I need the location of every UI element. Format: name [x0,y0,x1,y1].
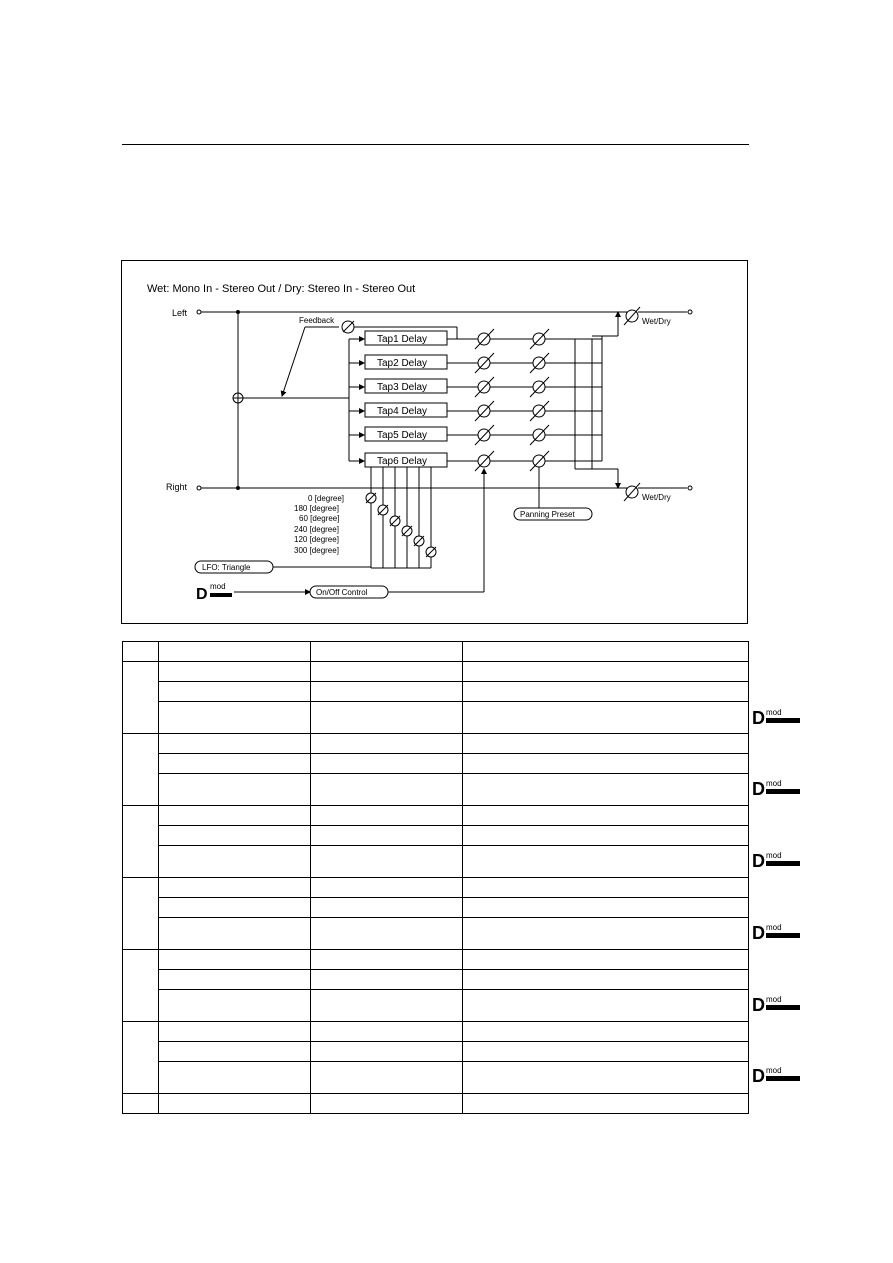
table-row [123,950,749,970]
svg-text:mod: mod [766,1066,782,1075]
table-row [123,734,749,754]
table-row [123,806,749,826]
dmod-label: mod [210,582,226,591]
table-row [123,970,749,990]
svg-text:60 [degree]: 60 [degree] [299,514,340,523]
tap3-label: Tap3 Delay [377,382,428,393]
lfo-label: LFO: Triangle [202,563,251,572]
tap1-label: Tap1 Delay [377,334,428,345]
tap4-label: Tap4 Delay [377,406,428,417]
svg-text:mod: mod [766,779,782,788]
svg-text:D: D [752,923,765,943]
svg-text:0 [degree]: 0 [degree] [308,494,345,503]
svg-text:180 [degree]: 180 [degree] [294,504,339,513]
table-row [123,878,749,898]
dmod-icon [752,993,802,1015]
table-row [123,1022,749,1042]
dmod-icon [752,921,802,943]
dmod-icon [752,706,802,728]
svg-text:mod: mod [766,851,782,860]
svg-text:300 [degree]: 300 [degree] [294,546,339,555]
table-row [123,898,749,918]
svg-text:120 [degree]: 120 [degree] [294,535,339,544]
table-row [123,1042,749,1062]
feedback-label: Feedback [299,316,335,325]
table-row [123,918,749,950]
table-row [123,826,749,846]
dmod-icon [752,1064,802,1086]
block-diagram [121,260,748,624]
tap5-label: Tap5 Delay [377,430,428,441]
svg-text:D: D [752,779,765,799]
wet-dry-label-right: Wet/Dry [642,493,671,502]
onoff-control-label: On/Off Control [316,588,368,597]
svg-text:D: D [752,1066,765,1086]
parameter-table [122,641,749,1114]
table-row [123,1094,749,1114]
panning-preset-label: Panning Preset [520,510,575,519]
table-row [123,662,749,682]
header-rule [122,144,749,145]
table-row [123,990,749,1022]
tap2-label: Tap2 Delay [377,358,428,369]
tap-delay-blocks [365,331,447,467]
dmod-icon [752,777,802,799]
table-row [123,642,749,662]
table-row [123,1062,749,1094]
table-row [123,702,749,734]
diagram-title: Wet: Mono In - Stereo Out / Dry: Stereo In - Stereo Out [147,283,416,295]
right-input-label: Right [166,482,188,492]
svg-text:mod: mod [766,995,782,1004]
svg-text:mod: mod [766,923,782,932]
table-row [123,846,749,878]
svg-text:D: D [752,708,765,728]
svg-text:D: D [752,851,765,871]
table-row [123,754,749,774]
dmod-icon: D [196,586,208,603]
dmod-icon [752,849,802,871]
table-row [123,774,749,806]
table-row [123,682,749,702]
left-input-label: Left [172,308,188,318]
tap6-label: Tap6 Delay [377,456,428,467]
lfo-phase-section [294,494,344,555]
svg-text:mod: mod [766,708,782,717]
wet-dry-label-left: Wet/Dry [642,317,671,326]
svg-text:240 [degree]: 240 [degree] [294,525,339,534]
svg-text:D: D [752,995,765,1015]
